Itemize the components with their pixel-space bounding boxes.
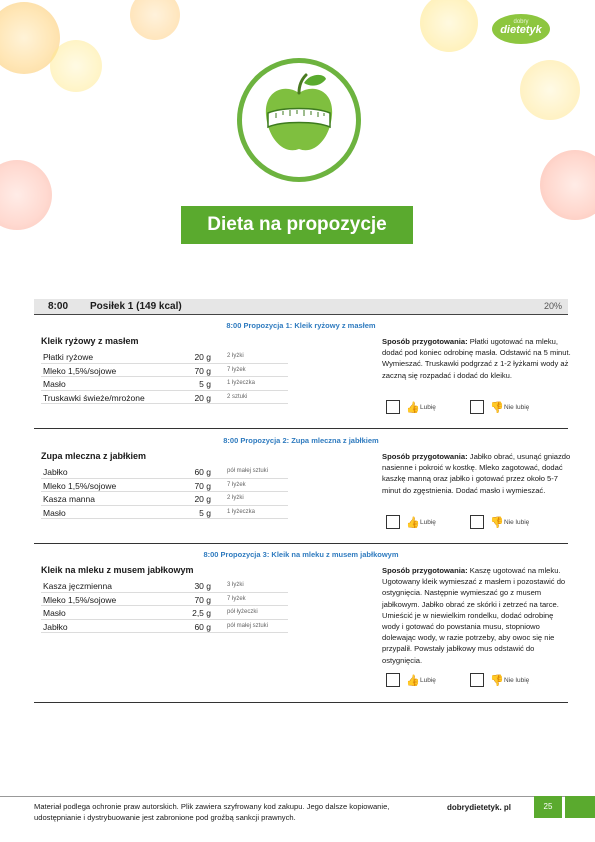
meal-percent: 20% (543, 301, 562, 311)
ingredient-amount: 70 g (194, 480, 211, 491)
proposal-separator (34, 702, 568, 703)
ingredient-name: Masło (43, 608, 66, 618)
dislike-checkbox[interactable] (470, 515, 484, 529)
dislike-label: Nie lubię (504, 519, 530, 526)
thumbs-down-icon: 👎 (490, 517, 504, 529)
like-label: Lubię (420, 404, 436, 411)
ingredient-amount: 20 g (194, 392, 211, 403)
ingredient-amount: 70 g (194, 594, 211, 605)
ingredient-amount: 20 g (194, 352, 211, 362)
ingredient-amount: 70 g (194, 365, 211, 376)
vote-row (386, 515, 566, 531)
orange-image (130, 0, 180, 40)
ingredient-row (41, 506, 288, 520)
footer-accent-block (565, 796, 595, 818)
ingredient-row (41, 620, 288, 634)
footer-rule (0, 796, 595, 797)
ingredient-name: Płatki ryżowe (43, 352, 94, 362)
ingredient-household: 3 łyżki (227, 582, 244, 588)
apple-measuring-tape-icon (242, 63, 356, 177)
ingredient-name: Masło (43, 379, 66, 389)
vote-row (386, 400, 566, 416)
lemon-image (420, 0, 478, 52)
dish-name: Zupa mleczna z jabłkiem (41, 451, 147, 461)
proposal-3 (34, 549, 568, 699)
ingredient-name: Jabłko (43, 621, 68, 632)
ingredient-row (41, 579, 288, 593)
ingredient-name: Kasza jęczmienna (43, 581, 112, 591)
dislike-label: Nie lubię (504, 404, 530, 411)
meal-name: Posiłek 1 (149 kcal) (90, 301, 182, 312)
ingredient-name: Jabłko (43, 467, 68, 477)
page-footer (0, 796, 595, 824)
preparation-body: Płatki ugotować na mleku, dodać pod koniec odrobinę masła. Odstawić na 5 minut. Wymieszać. Truskawki podgrzać z 1-2 łyżkami wody aż zaczną się rozpadać i dodać do kleiku. (382, 337, 571, 380)
ingredient-household: 2 łyżki (227, 353, 244, 359)
ingredients-table (41, 350, 288, 404)
dish-name: Kleik na mleku z musem jabłkowym (41, 565, 194, 575)
ingredient-amount: 2,5 g (192, 608, 211, 618)
proposal-heading: 8:00 Propozycja 3: Kleik na mleku z musem jabłkowym (203, 550, 399, 559)
ingredient-household: 7 łyżek (227, 366, 246, 373)
meal-time: 8:00 (48, 301, 69, 312)
ingredient-household: 2 sztuki (227, 393, 248, 400)
ingredient-name: Mleko 1,5%/sojowe (43, 365, 117, 376)
ingredient-household: 7 łyżek (227, 595, 246, 602)
thumbs-up-icon: 👍 (406, 675, 420, 687)
ingredient-name: Mleko 1,5%/sojowe (43, 594, 117, 605)
proposal-heading: 8:00 Propozycja 1: Kleik ryżowy z masłem (226, 321, 376, 330)
meal-bar (34, 299, 568, 314)
ingredient-amount: 30 g (194, 581, 211, 591)
ingredient-household: pół małej sztuki (227, 468, 269, 474)
ingredient-household: pół małej sztuki (227, 622, 269, 629)
ingredient-row (41, 492, 288, 506)
proposal-separator (34, 543, 568, 544)
ingredient-row (41, 377, 288, 391)
ingredient-amount: 60 g (194, 621, 211, 632)
preparation-label: Sposób przygotowania: (382, 337, 468, 346)
logo-main-text: dietetyk (500, 24, 542, 36)
proposal-1 (34, 320, 571, 425)
dislike-label: Nie lubię (504, 677, 530, 684)
ingredient-row (41, 465, 288, 479)
ingredient-household: 7 łyżek (227, 481, 246, 488)
proposal-separator (34, 428, 568, 429)
meal-header (34, 299, 568, 315)
preparation-body: Kaszę ugotować na mleku. Ugotowany kleik wymieszać z masłem i pozostawić do ostygnięcia. Następnie wymieszać go z musem jabłkowym. Jabłko obrać ze skórki i zetrzeć na tarce. Umieścić je w niewielkim rondelku, dodać odrobinę wody i gotować do powstania musu, stopniowo dolewając wody, w razie potrzeby, aby owoc się nie przypalił. Powstały jabłkowy mus odstawić do ostygnięcia. (382, 566, 566, 665)
ingredient-household: pół łyżeczki (227, 609, 258, 615)
page-title: Dieta na propozycje (181, 206, 413, 244)
ingredient-name: Kasza manna (43, 494, 95, 504)
preparation-label: Sposób przygotowania: (382, 566, 468, 575)
proposal-2 (34, 435, 571, 540)
copyright-notice: Materiał podlega ochronie praw autorskich. Plik zawiera szyfrowany kod zakupu. Jego dalsze kopiowanie, udostępnianie i dystrybuowanie jest zabronione pod groźbą sankcji prawnych. (34, 802, 390, 822)
ingredient-household: 2 łyżki (227, 495, 244, 501)
apple-tape-emblem (237, 58, 361, 182)
ingredient-name: Mleko 1,5%/sojowe (43, 480, 117, 491)
like-checkbox[interactable] (386, 400, 400, 414)
ingredient-household: 1 łyżeczka (227, 508, 256, 515)
ingredient-household: 1 łyżeczka (227, 380, 256, 386)
proposal-heading: 8:00 Propozycja 2: Zupa mleczna z jabłkiem (223, 436, 379, 445)
ingredient-amount: 60 g (194, 467, 211, 477)
dislike-checkbox[interactable] (470, 673, 484, 687)
like-label: Lubię (420, 519, 436, 526)
preparation-text (382, 336, 572, 381)
ingredient-row (41, 391, 288, 405)
ingredients-table (41, 465, 288, 519)
like-checkbox[interactable] (386, 515, 400, 529)
dislike-checkbox[interactable] (470, 400, 484, 414)
lemon-image (50, 40, 102, 92)
thumbs-up-icon: 👍 (406, 517, 420, 529)
ingredient-amount: 5 g (199, 507, 211, 518)
header-decoration (0, 0, 595, 270)
preparation-text (382, 451, 572, 496)
dish-name: Kleik ryżowy z masłem (41, 336, 139, 346)
lemon-image (520, 60, 580, 120)
like-checkbox[interactable] (386, 673, 400, 687)
thumbs-down-icon: 👎 (490, 675, 504, 687)
preparation-body: Jabłko obrać, usunąć gniazdo nasienne i pokroić w kostkę. Mleko zagotować, dodać kaszkę manną oraz jabłko i gotować przez około 5-7 minut do zgęstnienia. Dodać masło i wymieszać. (382, 452, 571, 495)
ingredient-name: Masło (43, 507, 66, 518)
ingredient-amount: 20 g (194, 494, 211, 504)
ingredient-name: Truskawki świeże/mrożone (43, 392, 145, 403)
like-label: Lubię (420, 677, 436, 684)
ingredient-row (41, 350, 288, 364)
site-link[interactable]: dobrydietetyk. pl (447, 803, 512, 812)
ingredient-row (41, 593, 288, 607)
thumbs-up-icon: 👍 (406, 402, 420, 414)
logo-top-text: dobry (513, 19, 529, 25)
grapefruit-image (540, 150, 595, 220)
ingredients-table (41, 579, 288, 633)
preparation-text (382, 565, 572, 666)
brand-logo[interactable] (492, 14, 550, 44)
ingredient-amount: 5 g (199, 379, 211, 389)
ingredient-row (41, 364, 288, 378)
vote-row (386, 673, 566, 689)
ingredient-row (41, 479, 288, 493)
preparation-label: Sposób przygotowania: (382, 452, 468, 461)
meal-rule (34, 314, 568, 315)
grapefruit-image (0, 160, 52, 230)
thumbs-down-icon: 👎 (490, 402, 504, 414)
page-number: 25 (534, 796, 562, 818)
ingredient-row (41, 606, 288, 620)
